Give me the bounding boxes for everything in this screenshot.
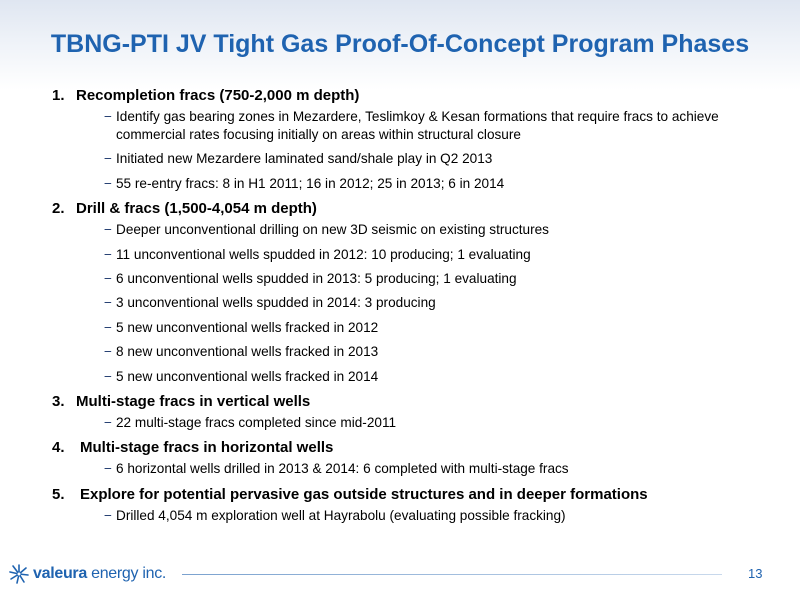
footer-divider [182,574,722,575]
logo-bold-text: valeura [33,565,87,582]
slide-content [52,86,762,531]
bullet-item [104,507,762,525]
dash-icon: − [104,222,112,238]
dash-icon: − [104,368,112,384]
bullet-item [104,343,762,361]
section-number: 2. [52,200,65,218]
logo-wordmark [33,565,166,583]
dash-icon: − [104,319,112,335]
bullet-item [104,221,762,239]
section-2 [52,199,762,385]
section-title: Drill & fracs (1,500-4,054 m depth) [76,200,317,218]
dash-icon: − [104,246,112,262]
bullet-text: Initiated new Mezardere laminated sand/shale play in Q2 2013 [116,151,493,167]
dash-icon: − [104,151,112,167]
logo-rest-text: energy inc. [86,565,167,582]
section-number: 3. [52,392,65,410]
bullet-text: 3 unconventional wells spudded in 2014: 3 producing [116,295,436,311]
bullet-text: Deeper unconventional drilling on new 3D seismic on existing structures [116,222,549,238]
section-heading [52,199,762,218]
starburst-logo-icon [8,563,30,585]
slide-title: TBNG-PTI JV Tight Gas Proof-Of-Concept Program Phases [50,30,750,58]
bullet-text: 55 re-entry fracs: 8 in H1 2011; 16 in 2012; 25 in 2013; 6 in 2014 [116,175,505,191]
bullet-item [104,294,762,312]
bullet-item [104,108,762,144]
bullet-list [52,460,762,478]
bullet-list [52,108,762,193]
section-number: 1. [52,87,65,104]
bullet-item [104,460,762,478]
dash-icon: − [104,461,112,477]
bullet-text: 5 new unconventional wells fracked in 2012 [116,319,379,335]
section-title: Multi-stage fracs in horizontal wells [80,439,334,457]
bullet-item [104,175,762,193]
bullet-text: Identify gas bearing zones in Mezardere, Teslimkoy & Kesan formations that require fracs to achieve commercial rates focusing initially on areas within structural closure [116,109,719,142]
bullet-list [52,221,762,385]
bullet-text: 8 new unconventional wells fracked in 2013 [116,344,379,360]
bullet-text: 11 unconventional wells spudded in 2012: 10 producing; 1 evaluating [116,246,531,262]
bullet-text: 6 unconventional wells spudded in 2013: 5 producing; 1 evaluating [116,270,517,286]
dash-icon: − [104,175,112,191]
dash-icon: − [104,414,112,430]
section-number: 5. [52,485,65,503]
dash-icon: − [104,295,112,311]
section-number: 4. [52,439,65,457]
dash-icon: − [104,344,112,360]
bullet-text: Drilled 4,054 m exploration well at Hayrabolu (evaluating possible fracking) [116,507,566,523]
dash-icon: − [104,109,112,124]
section-4 [52,438,762,478]
bullet-list [52,507,762,525]
section-1 [52,86,762,193]
bullet-item [104,319,762,337]
section-heading [52,86,762,105]
dash-icon: − [104,507,112,523]
bullet-text: 22 multi-stage fracs completed since mid-2011 [116,414,397,430]
section-title: Multi-stage fracs in vertical wells [76,392,311,410]
bullet-item [104,368,762,386]
bullet-item [104,414,762,432]
bullet-item [104,246,762,264]
bullet-item [104,270,762,288]
company-logo [8,563,166,585]
bullet-item [104,150,762,168]
bullet-list [52,414,762,432]
section-3 [52,392,762,432]
bullet-text: 5 new unconventional wells fracked in 2014 [116,368,379,384]
section-title: Explore for potential pervasive gas outside structures and in deeper formations [80,485,648,503]
section-heading [52,485,762,504]
section-heading [52,438,762,457]
section-title: Recompletion fracs (750-2,000 m depth) [76,87,360,104]
dash-icon: − [104,270,112,286]
bullet-text: 6 horizontal wells drilled in 2013 & 2014: 6 completed with multi-stage fracs [116,461,569,477]
section-heading [52,392,762,411]
section-5 [52,485,762,525]
page-number: 13 [748,566,763,581]
